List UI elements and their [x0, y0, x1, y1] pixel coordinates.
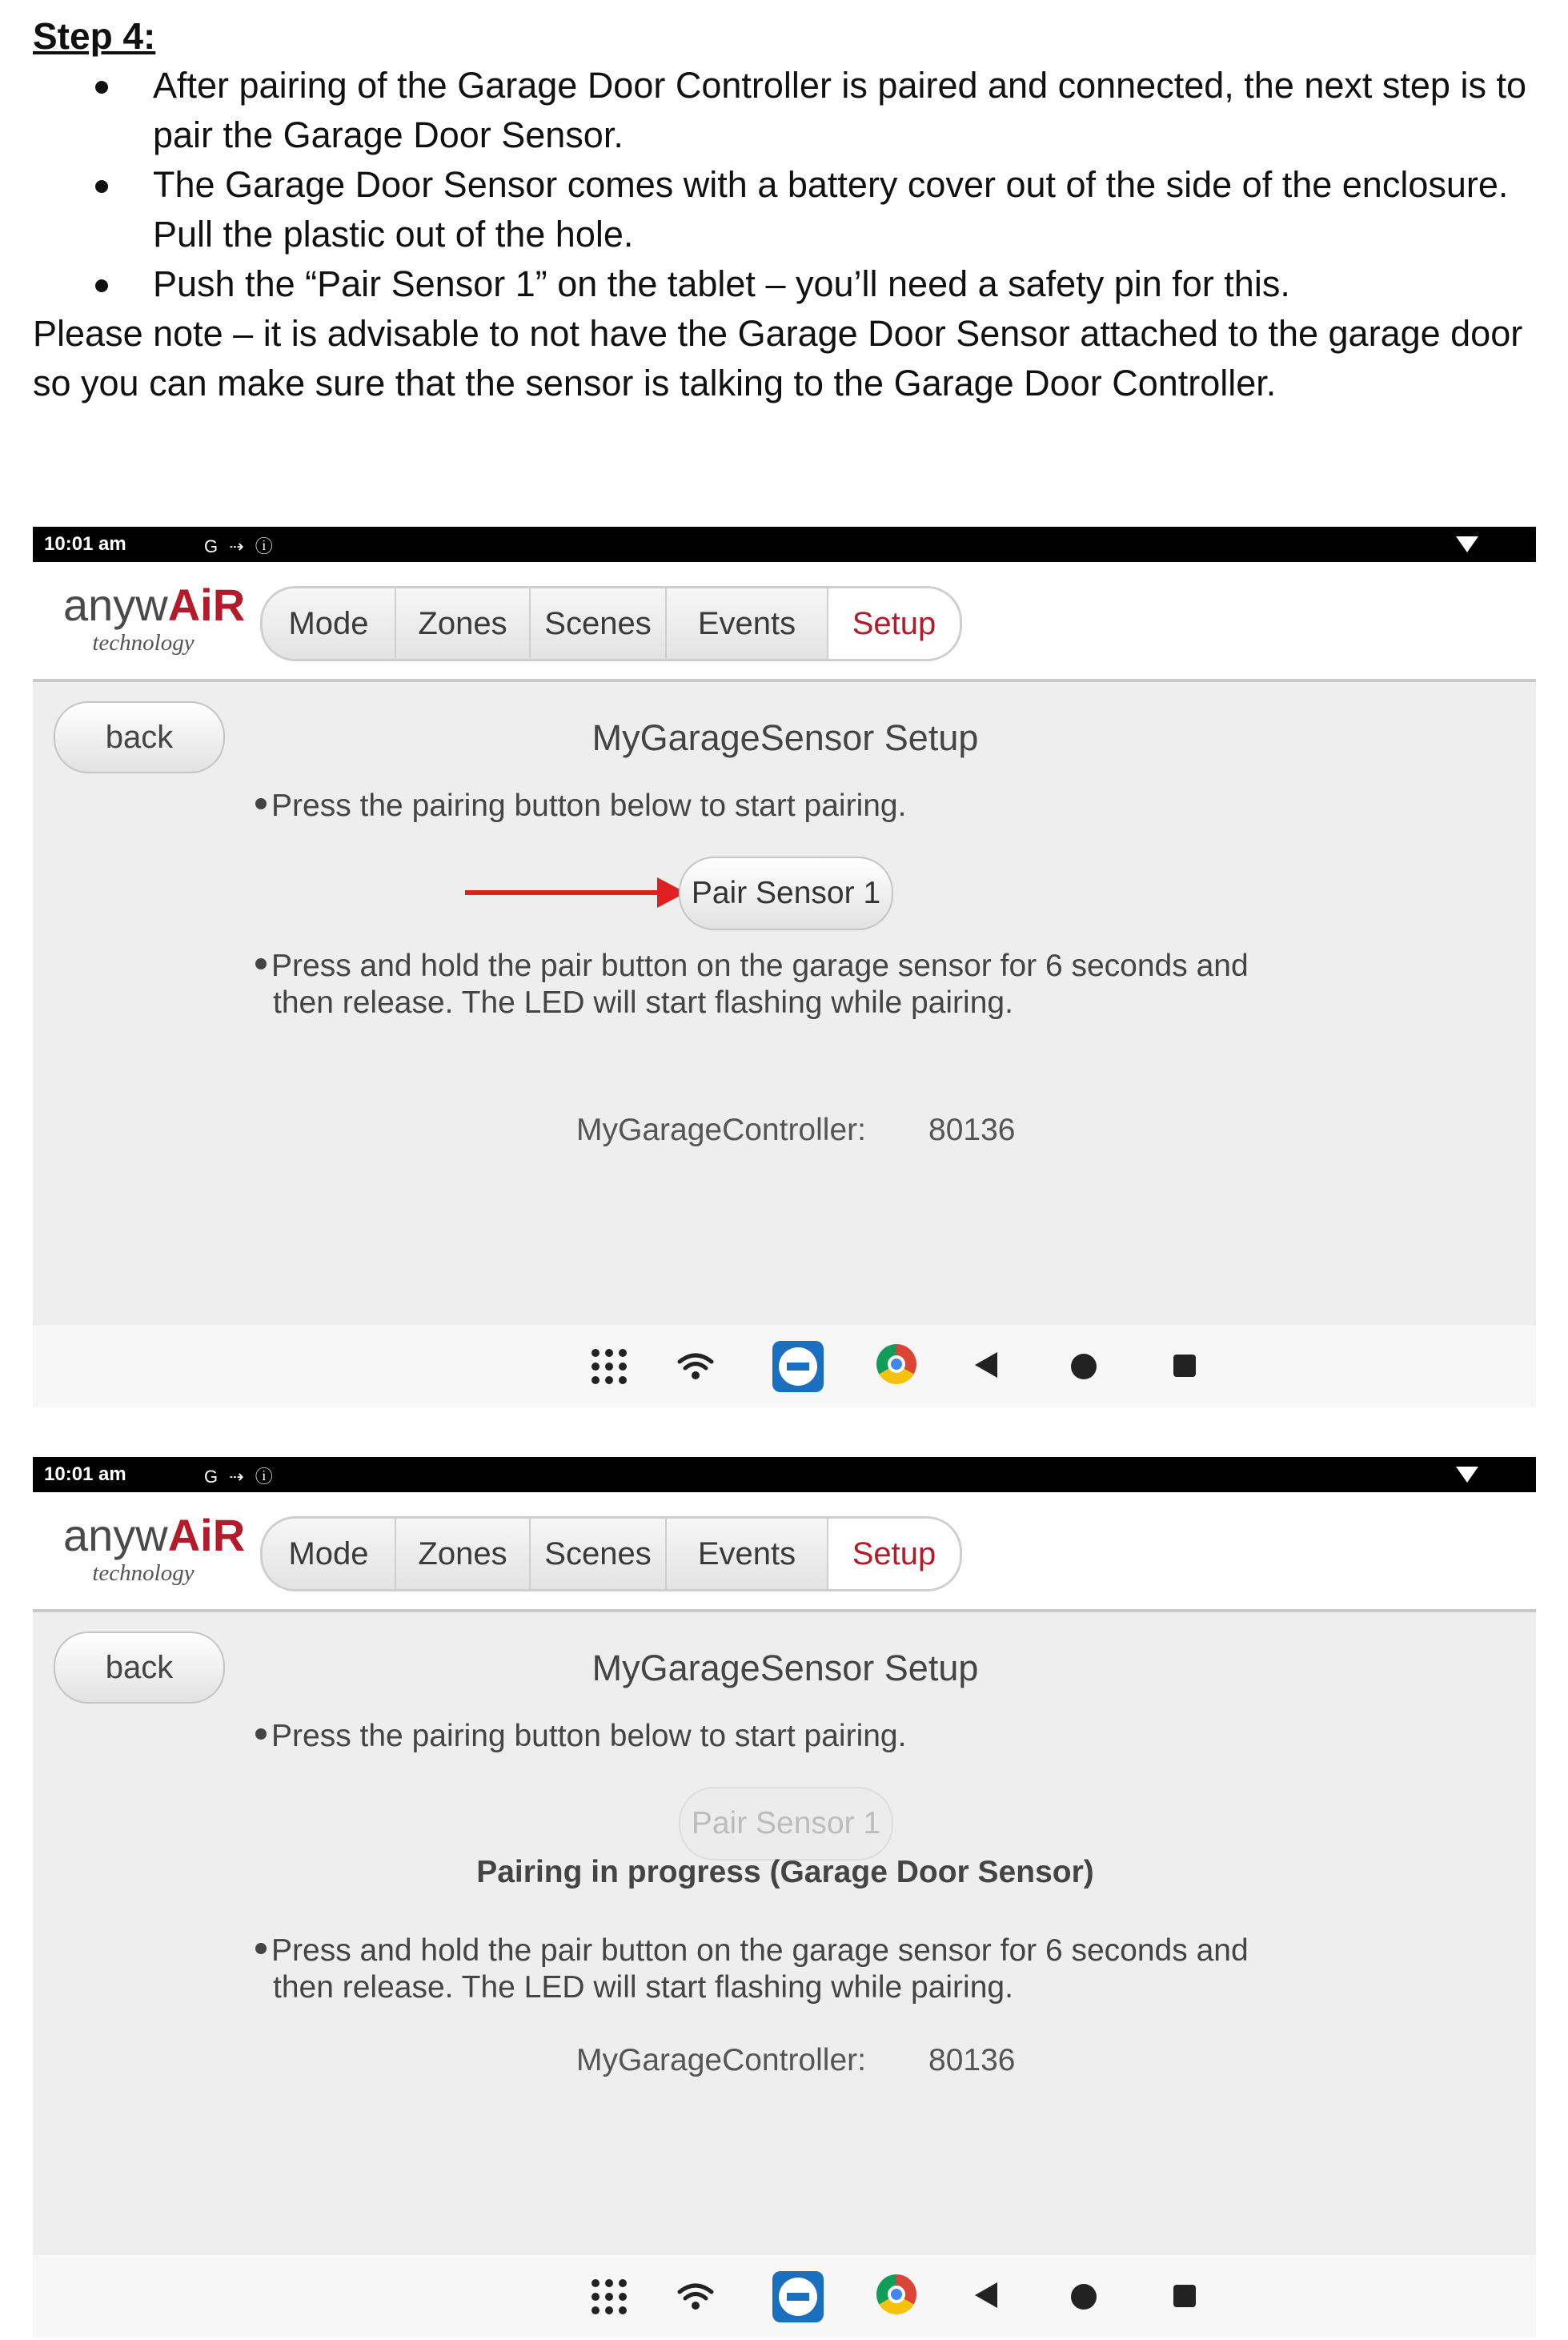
- red-arrow-icon: [465, 890, 659, 895]
- nav-home-icon[interactable]: [1071, 2284, 1097, 2310]
- bullet-dot: [255, 958, 267, 969]
- tablet-screenshot-1: [33, 527, 1536, 1407]
- anywair-logo: anywAiR technology: [63, 1510, 246, 1586]
- chrome-icon[interactable]: [876, 2274, 916, 2314]
- controller-label: MyGarageController:: [576, 2043, 866, 2077]
- bullet-item: Push the “Pair Sensor 1” on the tablet – you’ll need a safety pin for this.: [33, 259, 1538, 309]
- app-header: [33, 1492, 1536, 1612]
- status-icons: G ⇢ ⓘ: [204, 536, 276, 556]
- bullet-dot: [255, 798, 267, 809]
- pairing-instruction: Press the pairing button below to start pairing.: [255, 1718, 1296, 1755]
- step-bullet-list: [33, 61, 1538, 309]
- tab-setup[interactable]: Setup: [828, 588, 960, 659]
- advisory-note: Please note – it is advisable to not have the Garage Door Sensor attached to the garage door so you can make sure that the sensor is talking to the Garage Door Controller.: [33, 313, 1523, 403]
- tab-zones[interactable]: Zones: [396, 1519, 531, 1589]
- nav-recents-icon[interactable]: [1173, 1355, 1196, 1377]
- nav-home-icon[interactable]: [1071, 1354, 1097, 1379]
- status-time: 10:01 am: [44, 533, 126, 555]
- controller-label: MyGarageController:: [576, 1113, 866, 1147]
- hold-button-instruction: Press and hold the pair button on the garage sensor for 6 seconds and then release. The LED will start flashing while pairing.: [255, 1933, 1296, 2006]
- step-title: Step 4:: [33, 15, 156, 57]
- tab-zones[interactable]: Zones: [396, 588, 531, 659]
- back-button[interactable]: back: [54, 1632, 225, 1704]
- bullet-item: After pairing of the Garage Door Controller is paired and connected, the next step is to pair the Garage Door Sensor.: [33, 61, 1538, 160]
- status-bar: [33, 527, 1536, 562]
- hold-button-instruction: Press and hold the pair button on the garage sensor for 6 seconds and then release. The LED will start flashing while pairing.: [255, 948, 1296, 1021]
- apps-grid-icon[interactable]: [592, 1349, 627, 1384]
- apps-grid-icon[interactable]: [592, 2279, 627, 2314]
- setup-panel: [33, 1612, 1536, 2255]
- controller-info: [576, 2043, 1016, 2078]
- bullet-dot: [255, 1728, 267, 1740]
- tab-scenes[interactable]: Scenes: [531, 588, 667, 659]
- pairing-progress-status: Pairing in progress (Garage Door Sensor): [476, 1855, 1094, 1889]
- page-title: MyGarageSensor Setup: [592, 1648, 979, 1688]
- bullet-dot: [255, 1943, 267, 1954]
- instruction-document: [33, 11, 1538, 408]
- status-bar: [33, 1457, 1536, 1492]
- wifi-signal-icon: [1456, 1467, 1478, 1483]
- android-nav-bar: [33, 1325, 1536, 1407]
- teamviewer-icon[interactable]: [772, 1341, 824, 1392]
- wifi-icon[interactable]: [676, 2278, 715, 2316]
- tab-mode[interactable]: Mode: [263, 1519, 396, 1589]
- tab-mode[interactable]: Mode: [263, 588, 396, 659]
- pair-sensor-button[interactable]: Pair Sensor 1: [679, 1787, 893, 1860]
- controller-id: 80136: [928, 1113, 1016, 1147]
- page-title: MyGarageSensor Setup: [592, 717, 979, 758]
- teamviewer-icon[interactable]: [772, 2271, 824, 2322]
- nav-recents-icon[interactable]: [1173, 2285, 1196, 2307]
- main-tab-bar: [260, 586, 962, 661]
- setup-panel: [33, 682, 1536, 1325]
- tablet-screenshot-2: [33, 1457, 1536, 2338]
- main-tab-bar: [260, 1516, 962, 1591]
- nav-back-icon[interactable]: [975, 1352, 997, 1378]
- app-header: [33, 562, 1536, 682]
- tab-scenes[interactable]: Scenes: [531, 1519, 667, 1589]
- anywair-logo: anywAiR technology: [63, 580, 246, 656]
- back-button[interactable]: back: [54, 701, 225, 773]
- chrome-icon[interactable]: [876, 1344, 916, 1384]
- wifi-icon[interactable]: [676, 1347, 715, 1386]
- tab-events[interactable]: Events: [667, 1519, 828, 1589]
- status-time: 10:01 am: [44, 1463, 126, 1485]
- pairing-instruction: Press the pairing button below to start pairing.: [255, 788, 1296, 825]
- wifi-signal-icon: [1456, 536, 1478, 552]
- pair-sensor-button[interactable]: Pair Sensor 1: [679, 857, 893, 930]
- status-icons: G ⇢ ⓘ: [204, 1467, 276, 1487]
- android-nav-bar: [33, 2255, 1536, 2338]
- controller-info: [576, 1113, 1016, 1148]
- nav-back-icon[interactable]: [975, 2282, 997, 2308]
- controller-id: 80136: [928, 2043, 1016, 2077]
- bullet-item: The Garage Door Sensor comes with a battery cover out of the side of the enclosure. Pull the plastic out of the hole.: [33, 160, 1538, 259]
- tab-setup[interactable]: Setup: [828, 1519, 960, 1589]
- tab-events[interactable]: Events: [667, 588, 828, 659]
